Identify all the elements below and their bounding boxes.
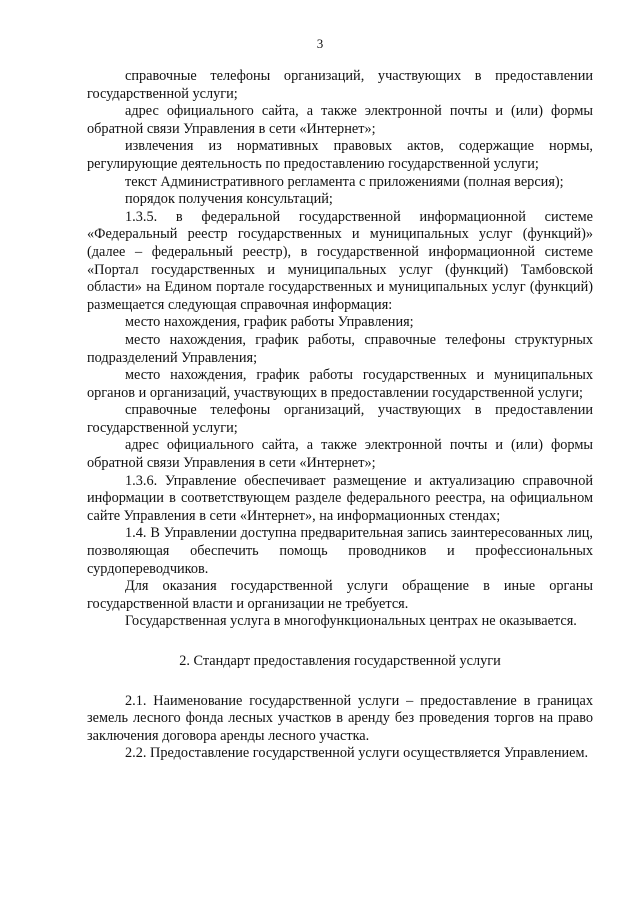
paragraph: 2.1. Наименование государственной услуги – предоставление в границах земель лесного фонда лесных участков в аренду без проведения торгов на право заключения договора аренды лесного участка. — [87, 692, 593, 744]
paragraph: место нахождения, график работы Управления; — [125, 314, 414, 331]
paragraph: Государственная услуга в многофункциональных центрах не оказывается. — [125, 613, 577, 630]
paragraph: 1.3.6. Управление обеспечивает размещение и актуализацию справочной информации в соответствующем разделе федерального реестра, на официальном сайте Управления в сети «Интернет», на информационных стендах; — [87, 472, 593, 524]
document-body — [87, 68, 593, 763]
paragraph: извлечения из нормативных правовых актов, содержащие нормы, регулирующие деятельность по предоставлению государственной услуги; — [87, 138, 593, 172]
paragraph: 2.2. Предоставление государственной услуги осуществляется Управлением. — [125, 745, 589, 762]
paragraph: справочные телефоны организаций, участвующих в предоставлении государственной услуги; — [87, 68, 593, 102]
paragraph: место нахождения, график работы, справочные телефоны структурных подразделений Управления; — [87, 331, 593, 366]
section-heading: 2. Стандарт предоставления государственной услуги — [179, 653, 501, 669]
paragraph: адрес официального сайта, а также электронной почты и (или) формы обратной связи Управления в сети «Интернет»; — [87, 103, 593, 137]
paragraph: порядок получения консультаций; — [125, 191, 333, 208]
paragraph: 1.3.5. в федеральной государственной информационной системе «Федеральный реестр государственных и муниципальных услуг (функций)» (далее – федеральный реестр), в государственной информационной системе «Портал государственных и муниципальных услуг (функций) Тамбовской области» на Едином портале государственных и муниципальных услуг (функций) размещается следующая справочная информация: — [87, 208, 593, 313]
page-number: 3 — [316, 36, 324, 51]
paragraph: адрес официального сайта, а также электронной почты и (или) формы обратной связи Управления в сети «Интернет»; — [87, 437, 593, 472]
paragraph: 1.4. В Управлении доступна предварительная запись заинтересованных лиц, позволяющая обеспечить помощь проводников и профессиональных сурдопереводчиков. — [87, 525, 593, 577]
paragraph: справочные телефоны организаций, участвующих в предоставлении государственной услуги; — [87, 402, 593, 436]
paragraph: Для оказания государственной услуги обращение в иные органы государственной власти и организации не требуется. — [87, 578, 593, 612]
paragraph: место нахождения, график работы государственных и муниципальных органов и организаций, участвующих в предоставлении государственной услуги; — [87, 367, 593, 401]
paragraph: текст Административного регламента с приложениями (полная версия); — [125, 173, 564, 190]
